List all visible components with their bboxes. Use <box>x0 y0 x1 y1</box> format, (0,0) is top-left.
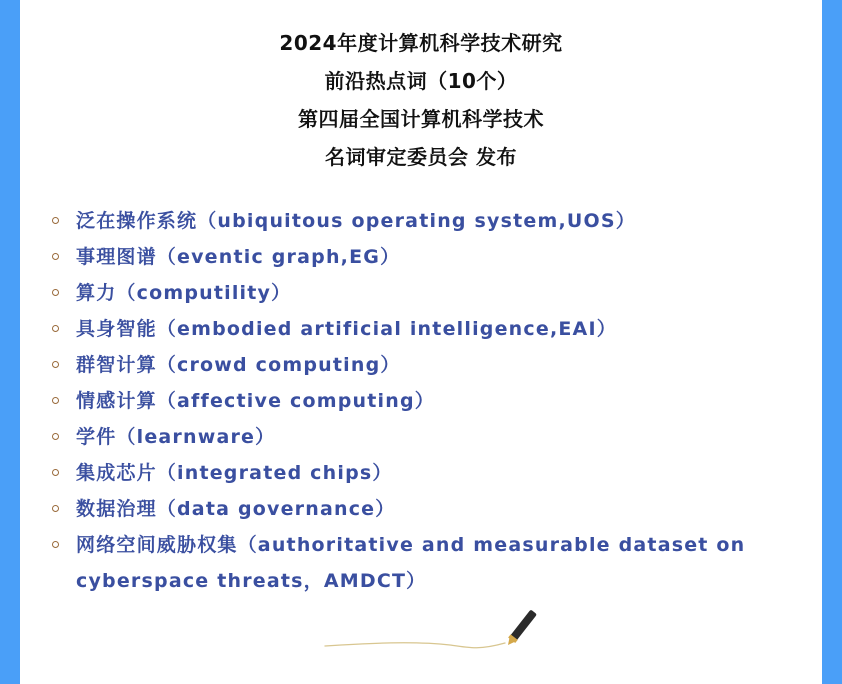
term-item <box>52 491 772 527</box>
pen-body <box>510 609 537 641</box>
term-item <box>52 527 772 599</box>
term-item <box>52 203 772 239</box>
term-text: 泛在操作系统（ubiquitous operating system,UOS） <box>76 210 636 232</box>
title-line-4: 名词审定委员会 发布 <box>325 145 517 169</box>
bullet-circle-icon <box>52 433 59 440</box>
bullet-circle-icon <box>52 289 59 296</box>
term-text: 算力（computility） <box>76 282 292 304</box>
title-line-2: 前沿热点词（10个） <box>324 69 518 93</box>
term-text: 数据治理（data governance） <box>76 498 396 520</box>
right-side-bar <box>822 0 842 684</box>
fountain-pen-icon <box>320 603 540 659</box>
bullet-circle-icon <box>52 217 59 224</box>
bullet-circle-icon <box>52 253 59 260</box>
term-text: 集成芯片（integrated chips） <box>76 462 393 484</box>
ink-line <box>325 643 505 648</box>
title-line-3: 第四届全国计算机科学技术 <box>298 107 544 131</box>
term-item <box>52 311 772 347</box>
bullet-circle-icon <box>52 469 59 476</box>
article-content <box>20 0 822 684</box>
term-text: 群智计算（crowd computing） <box>76 354 401 376</box>
term-item <box>52 239 772 275</box>
bullet-circle-icon <box>52 541 59 548</box>
left-side-bar <box>0 0 20 684</box>
bullet-circle-icon <box>52 397 59 404</box>
term-item <box>52 275 772 311</box>
title-line-1: 2024年度计算机科学技术研究 <box>279 31 563 55</box>
term-item <box>52 383 772 419</box>
term-item <box>52 347 772 383</box>
bullet-circle-icon <box>52 361 59 368</box>
term-text: 学件（learnware） <box>76 426 276 448</box>
hot-terms-list <box>52 203 772 599</box>
term-text: 情感计算（affective computing） <box>76 390 435 412</box>
term-item <box>52 419 772 455</box>
term-text: 具身智能（embodied artificial intelligence,EAI） <box>76 318 617 340</box>
bullet-circle-icon <box>52 325 59 332</box>
term-text: 事理图谱（eventic graph,EG） <box>76 246 401 268</box>
bullet-circle-icon <box>52 505 59 512</box>
term-item <box>52 455 772 491</box>
term-text: 网络空间威胁权集（authoritative and measurable dataset on cyberspace threats，AMDCT） <box>76 534 746 592</box>
announcement-title <box>20 24 822 176</box>
